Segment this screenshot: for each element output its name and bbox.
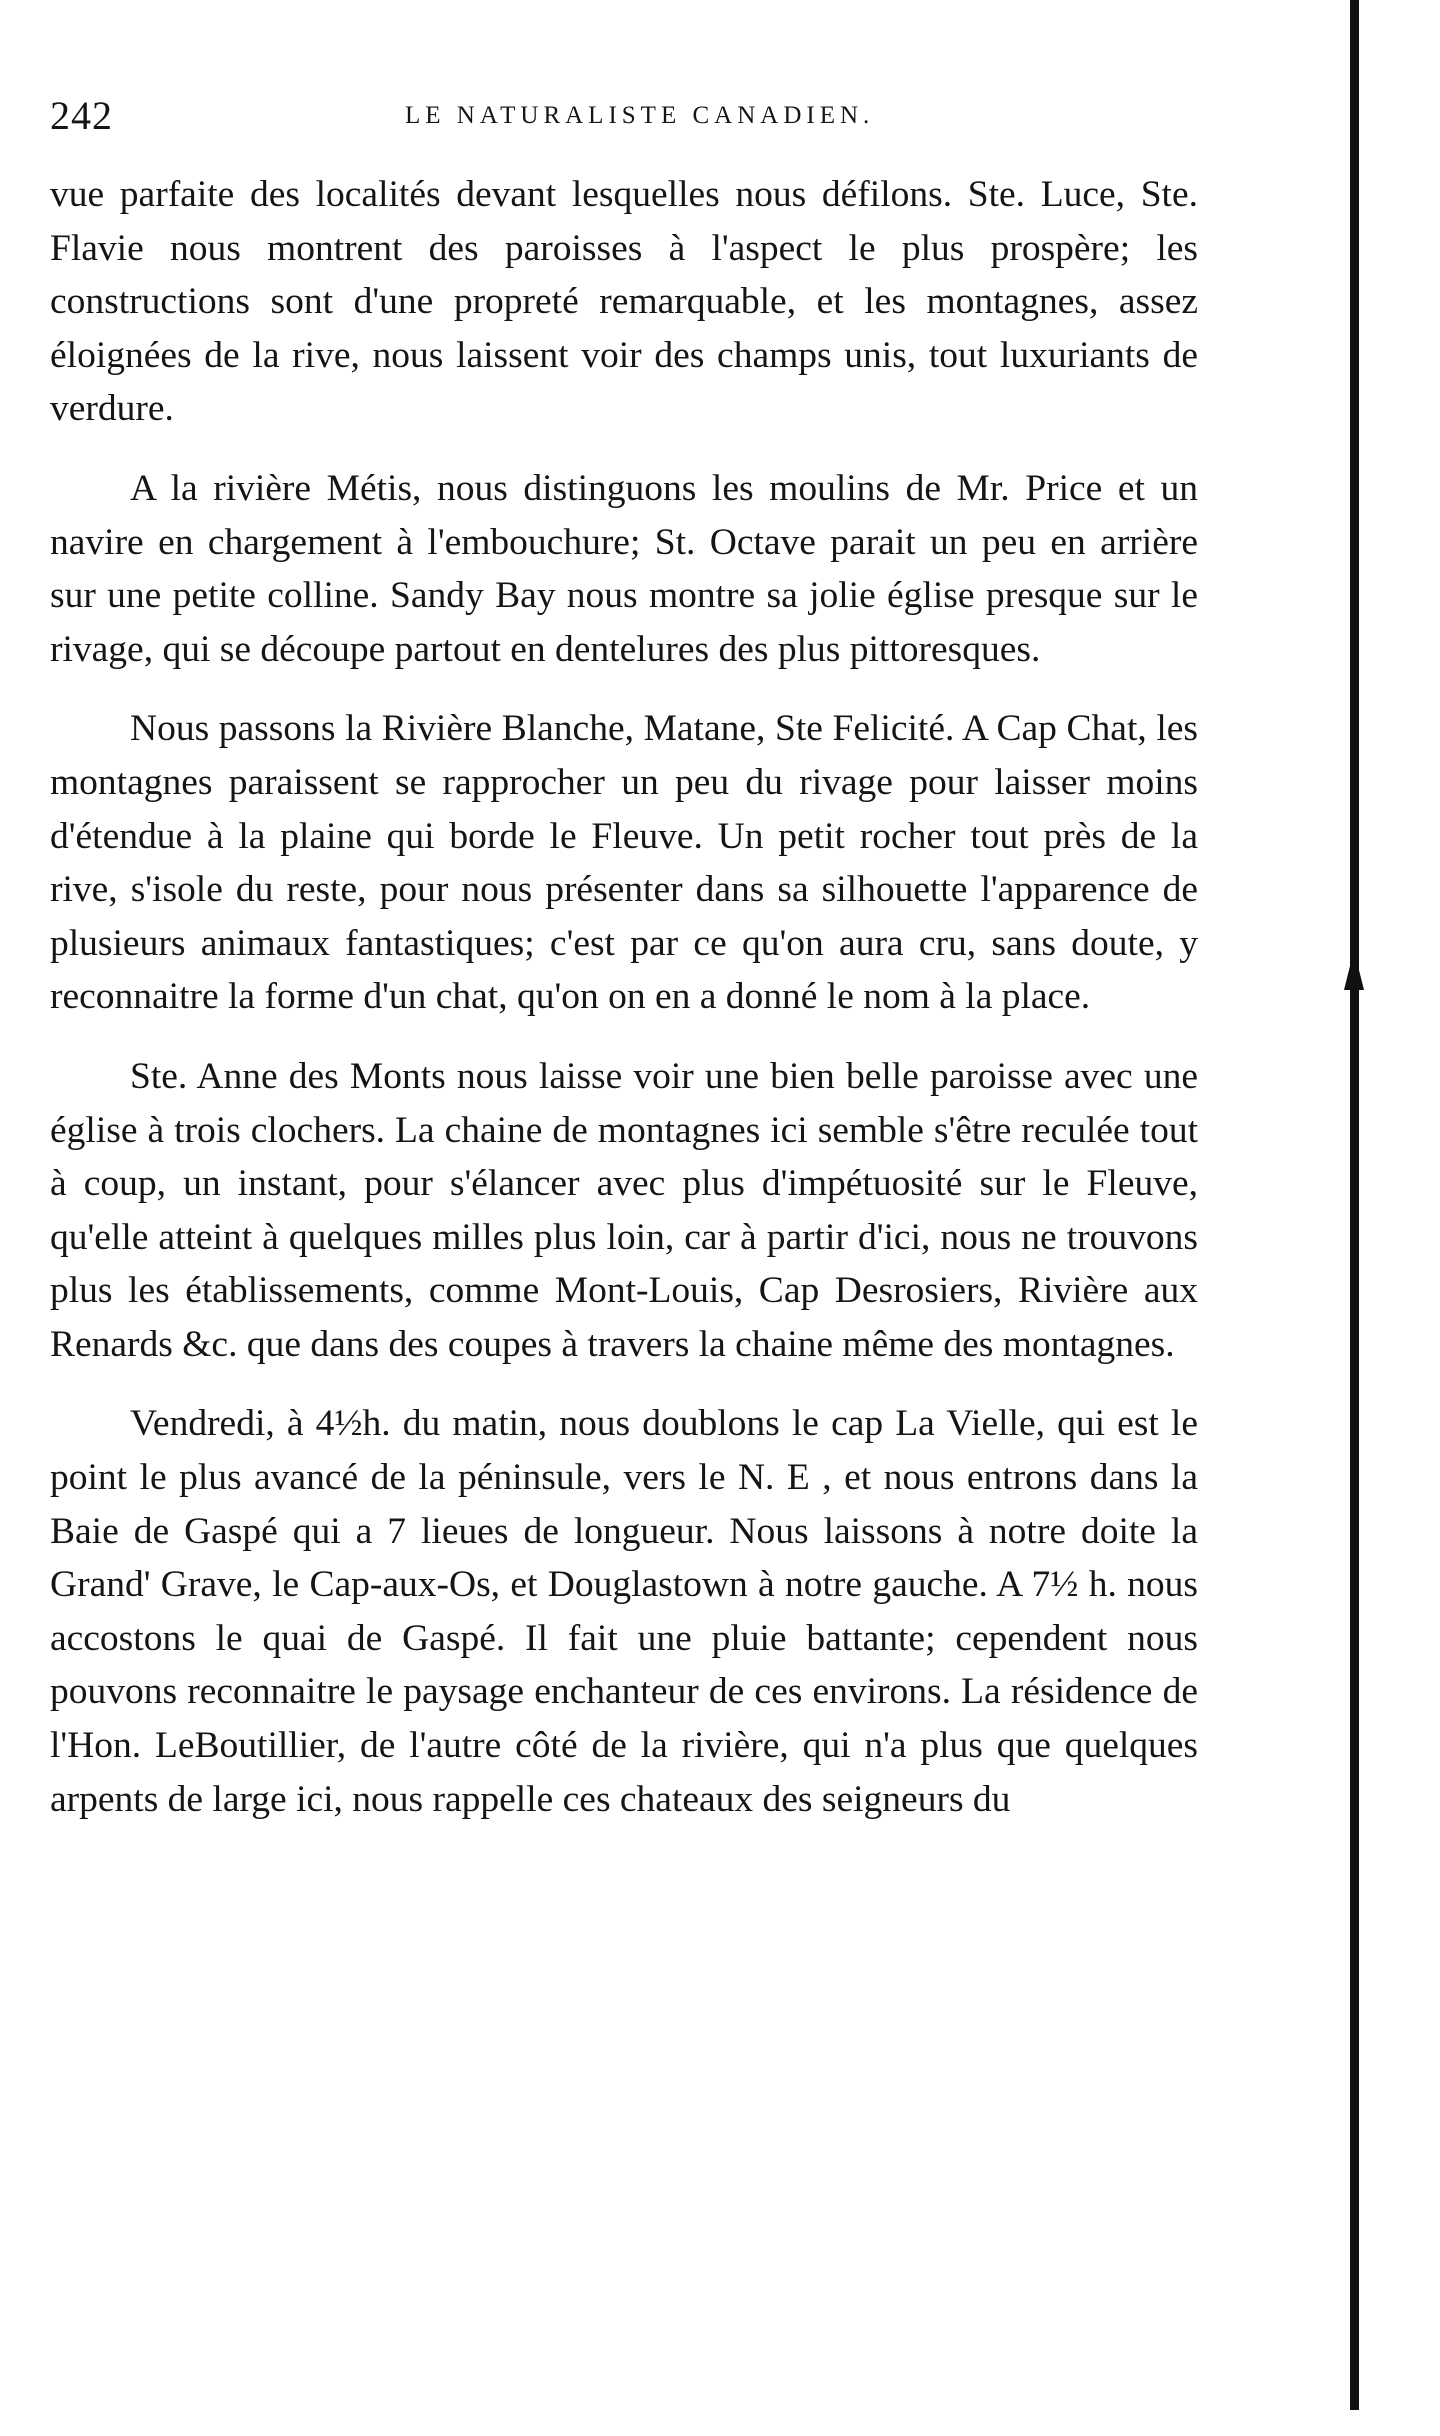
binding-edge-rule [1350,0,1359,2410]
body-text [50,168,1198,1826]
paragraph: vue parfaite des localités devant lesquelles nous défilons. Ste. Luce, Ste. Flavie nous montrent des paroisses à l'aspect le plus prospère; les constructions sont d'une propreté remarquable, et les montagnes, assez éloignées de la rive, nous laissent voir des champs unis, tout luxuriants de verdure. [50,174,1198,430]
binding-marker-icon [1344,950,1364,990]
page-header [50,92,1200,142]
page-number: 242 [50,93,113,138]
paragraph: Nous passons la Rivière Blanche, Matane, Ste Felicité. A Cap Chat, les montagnes paraissent se rapprocher un peu du rivage pour laisser moins d'étendue à la plaine qui borde le Fleuve. Un petit rocher tout près de la rive, s'isole du reste, pour nous présenter dans sa silhouette l'apparence de plusieurs animaux fantastiques; c'est par ce qu'on aura cru, sans doute, y reconnaitre la forme d'un chat, qu'on on en a donné le nom à la place. [50,708,1198,1018]
paragraph: A la rivière Métis, nous distinguons les moulins de Mr. Price et un navire en chargement à l'embouchure; St. Octave parait un peu en arrière sur une petite colline. Sandy Bay nous montre sa jolie église presque sur le rivage, qui se découpe partout en dentelures des plus pittoresques. [50,467,1198,670]
paragraph: Vendredi, à 4½h. du matin, nous doublons le cap La Vielle, qui est le point le plus avancé de la péninsule, vers le N. E , et nous entrons dans la Baie de Gaspé qui a 7 lieues de longueur. Nous laissons à notre doite la Grand' Grave, le Cap-aux-Os, et Douglastown à notre gauche. A 7½ h. nous accostons le quai de Gaspé. Il fait une pluie battante; cependent nous pouvons reconnaitre le paysage enchanteur de ces environs. La résidence de l'Hon. LeBoutillier, de l'autre côté de la rivière, qui n'a plus que quelques arpents de large ici, nous rappelle ces chateaux des seigneurs du [50,1403,1198,1820]
running-head: LE NATURALISTE CANADIEN. [405,102,875,129]
paragraph: Ste. Anne des Monts nous laisse voir une bien belle paroisse avec une église à trois clochers. La chaine de montagnes ici semble s'être reculée tout à coup, un instant, pour s'élancer avec plus d'impétuosité sur le Fleuve, qu'elle atteint à quelques milles plus loin, car à partir d'ici, nous ne trouvons plus les établissements, comme Mont-Louis, Cap Desrosiers, Rivière aux Renards &c. que dans des coupes à travers la chaine même des montagnes. [50,1055,1198,1365]
